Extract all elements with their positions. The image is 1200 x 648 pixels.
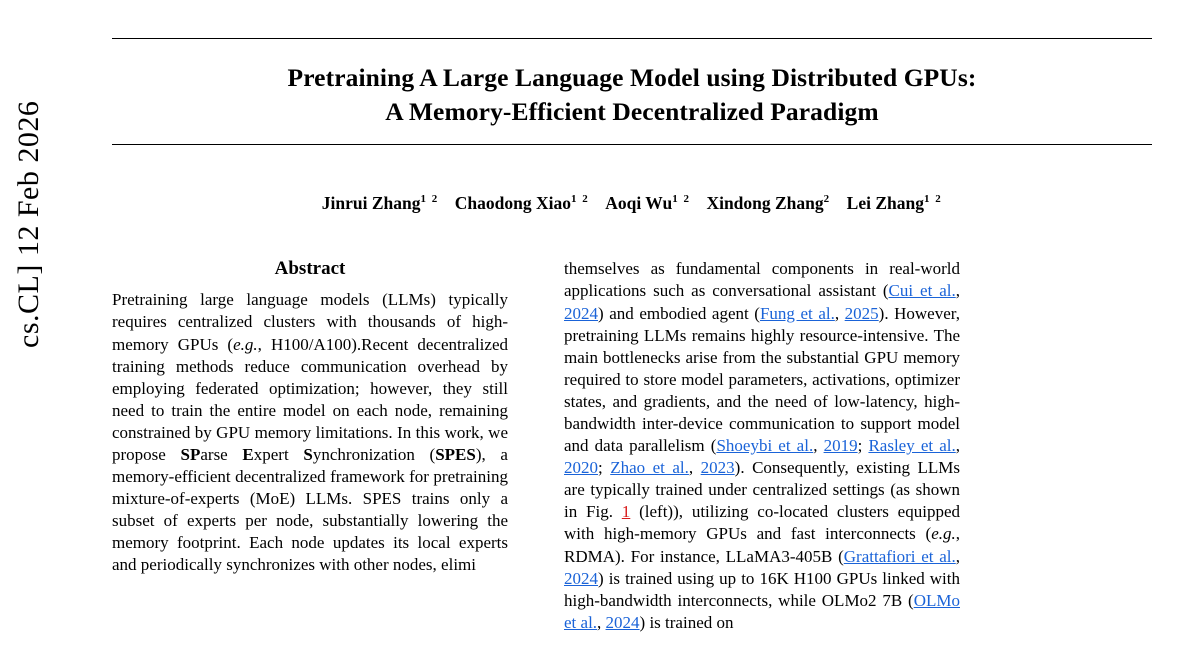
intro-paragraph (564, 258, 960, 634)
intro-text: , (813, 436, 824, 456)
intro-text: ; (857, 436, 869, 456)
intro-text: ; (598, 458, 611, 478)
author-name: Chaodong Xiao (454, 193, 571, 214)
intro-text: , (955, 546, 960, 566)
author-affiliation-marker: 1 2 (420, 193, 439, 206)
intro-text: ) is trained using up to 16K H100 GPUs linked with high-bandwidth interconnects, while OLMo2 7B ( (564, 568, 960, 610)
citation-year-rasley[interactable]: 2020 (564, 458, 598, 478)
figure-reference-link[interactable]: 1 (621, 502, 631, 522)
title-bottom-rule (112, 144, 1152, 145)
title-line-2: A Memory-Efficient Decentralized Paradigm (385, 96, 879, 126)
author-name: Xindong Zhang (706, 193, 824, 214)
author-entry (322, 193, 439, 213)
intro-text: , (955, 281, 960, 301)
paper-title (112, 39, 1152, 144)
intro-text: ) is trained on (639, 612, 734, 632)
citation-year-zhao[interactable]: 2023 (700, 458, 735, 478)
intro-text: , (597, 612, 606, 632)
citation-link-shoeybi[interactable]: Shoeybi et al. (716, 436, 814, 456)
intro-text: ). However, pretraining LLMs remains highly resource-intensive. The main bottlenecks arise from the substantial GPU memory required to store model parameters, activations, optimizer states, and gradients, and the need of low-latency, high-bandwidth inter-device communication to support model and data parallelism ( (564, 303, 961, 456)
abstract-text: ), a memory-efficient decentralized framework for pretraining mixture-of-experts (MoE) LLMs. SPES trains only a subset of experts per node, substantially lowering the memory footprint. Each node updates its local experts and periodically synchronizes with other nodes, elimi (112, 444, 508, 575)
abstract-text: Pretraining large language models (LLMs) typically requires centralized clusters with thousands of high-memory GPUs ( (112, 290, 508, 354)
intro-text: , (688, 458, 701, 478)
citation-link-cui[interactable]: Cui et al. (888, 281, 956, 301)
abstract-text: , H100/A100).Recent decentralized training methods reduce communication overhead by employing federated optimization; however, they still need to train the entire model on each node, remaining constrained by GPU memory limitations. In this work, we propose (112, 334, 508, 464)
author-name: Lei Zhang (846, 193, 924, 214)
citation-link-zhao[interactable]: Zhao et al. (610, 458, 689, 478)
author-entry (706, 193, 830, 213)
citation-year-shoeybi[interactable]: 2019 (823, 436, 858, 456)
author-entry (605, 193, 690, 213)
spes-e-bold: E (242, 444, 254, 464)
abstract-text: arse (200, 444, 243, 464)
abstract-paragraph (112, 289, 508, 576)
author-affiliation-marker: 1 2 (672, 193, 691, 206)
abstract-text: xpert (253, 444, 304, 464)
intro-text: , (834, 303, 845, 323)
citation-link-fung[interactable]: Fung et al. (759, 303, 835, 323)
left-column (112, 258, 508, 634)
abstract-heading: Abstract (274, 258, 346, 280)
spes-acronym-bold: SPES (435, 444, 476, 464)
spes-sp-bold: SP (180, 444, 201, 464)
intro-text: , RDMA). For instance, LLaMA3-405B ( (564, 524, 960, 566)
intro-text: ). Consequently, existing LLMs are typically trained under centralized settings (as shown in Fig. (564, 458, 961, 522)
author-name: Jinrui Zhang (321, 193, 421, 214)
intro-text: ) and embodied agent ( (598, 303, 760, 323)
author-entry (847, 193, 943, 213)
abstract-text: ynchronization (312, 444, 415, 464)
abstract-text: ( (414, 444, 436, 464)
citation-link-olmo[interactable]: OLMo et al. (564, 590, 960, 632)
author-name: Aoqi Wu (605, 193, 673, 214)
citation-year-olmo[interactable]: 2024 (605, 612, 640, 632)
author-affiliation-marker: 1 2 (570, 193, 590, 206)
two-column-body (112, 258, 1152, 634)
citation-link-rasley[interactable]: Rasley et al. (868, 436, 956, 456)
intro-eg-italic: e.g. (931, 524, 956, 544)
intro-text: , (955, 436, 960, 456)
author-affiliation-marker: 2 (823, 193, 831, 206)
spes-s-bold: S (303, 444, 313, 464)
title-line-1: Pretraining A Large Language Model using Distributed GPUs: (287, 63, 977, 92)
author-affiliation-marker: 1 2 (923, 193, 943, 206)
citation-link-grattafiori[interactable]: Grattafiori et al. (843, 546, 956, 566)
citation-year-grattafiori[interactable]: 2024 (564, 568, 598, 588)
author-entry (455, 193, 589, 213)
right-column (564, 258, 960, 634)
intro-text: (left)), utilizing co-located clusters equipped with high-memory GPUs and fast interconnects ( (564, 502, 960, 544)
paper-page (64, 0, 1200, 648)
author-list (112, 193, 1152, 214)
citation-year-cui[interactable]: 2024 (564, 303, 598, 323)
intro-text: themselves as fundamental components in real-world applications such as conversational assistant ( (564, 259, 960, 301)
arxiv-identifier-stamp: cs.CL] 12 Feb 2026 (12, 100, 45, 348)
citation-year-fung[interactable]: 2025 (844, 303, 879, 323)
abstract-eg-italic: e.g. (233, 334, 258, 354)
